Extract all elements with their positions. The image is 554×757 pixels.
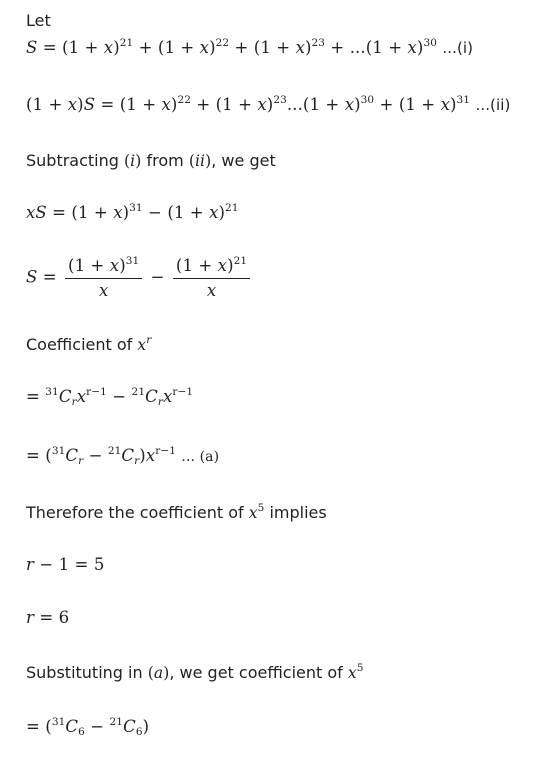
exp-31: 31 [129, 202, 143, 215]
implies-word: implies [269, 503, 327, 522]
equation-binomial-diff: = $^{31}C_rx^{r-1} - ^{21}C_rx^{r-1}$ [26, 386, 194, 409]
exp-5: 5 [257, 502, 265, 515]
tag-ii: ...(ii) [475, 96, 511, 114]
exp-21: 21 [233, 255, 248, 268]
exp-r-minus-1: r−1 [155, 445, 177, 458]
equation-final: = $(^{31}C_6 - ^{21}C_6)$ [26, 716, 150, 739]
therefore-line: Therefore the coefficient of $x^5$ implies [26, 502, 327, 522]
equation-r-equals: r = 6 [26, 608, 70, 627]
exp-31: 31 [456, 94, 471, 107]
exp-30: 30 [423, 37, 437, 50]
binom-upper-31: 31 [45, 386, 59, 399]
exp-r-minus-1: r−1 [172, 386, 194, 399]
subtracting-line: Subtracting (i) from (ii), we get [26, 151, 276, 170]
exp-21: 21 [119, 37, 134, 50]
binom-upper-21: 21 [109, 716, 124, 729]
exp-22: 22 [177, 94, 191, 107]
equation-ii: $(1 + x)S = (1 + x)^{22} + (1 + x)^{23}...(1 + x)^{30} + (1 + x)^{31}$ ...(ii) [26, 94, 511, 114]
we-get-word: , we get [211, 151, 276, 170]
exp-22: 22 [215, 37, 230, 50]
binom-lower-6: 6 [135, 726, 143, 739]
coefficient-xr-line: Coefficient of $x^r$ [26, 334, 152, 354]
binom-upper-31: 31 [51, 716, 66, 729]
binom-lower-6: 6 [78, 726, 85, 739]
substituting-line: Substituting in (a), we get coefficient of $x^5$ [26, 662, 364, 682]
equation-s-fraction: S = $\frac{(1 + x)^{31}}{x}$ − $\frac{(1 + x)^{21}}{x}$ [26, 256, 253, 300]
equation-i: $S = (1 + x)^{21} + (1 + x)^{22} + (1 + x)^{23} + ...(1 + x)^{30}$ ...(i) [26, 37, 474, 57]
exp-21: 21 [225, 202, 239, 215]
substituting-word: Substituting in [26, 663, 143, 682]
let-text: Let [26, 11, 51, 30]
exp-r-minus-1: r−1 [86, 386, 107, 399]
equation-r-minus-1: r − 1 = 5 [26, 555, 105, 574]
coefficient-of-word: Coefficient of [26, 335, 133, 354]
tag-a: ... (a) [181, 449, 220, 465]
fraction-31: $\frac{(1 + x)^{31}}{x}$ [65, 256, 142, 300]
exp-31: 31 [125, 255, 140, 268]
exp-5: 5 [356, 662, 364, 675]
value-six: 6 [58, 608, 70, 627]
fraction-21: $\frac{(1 + x)^{21}}{x}$ [173, 256, 250, 300]
exp-23: 23 [273, 94, 287, 107]
subtracting-word: Subtracting [26, 151, 119, 170]
from-word: from [146, 151, 184, 170]
binom-upper-31: 31 [51, 445, 66, 458]
let-label [26, 11, 51, 30]
value-five: 5 [93, 555, 105, 574]
equation-a: = $(^{31}C_r - ^{21}C_r)x^{r-1}$ ... (a) [26, 445, 220, 468]
tag-i: ...(i) [442, 39, 474, 57]
therefore-word: Therefore the coefficient of [26, 503, 244, 522]
we-get-coeff-word: , we get coefficient of [169, 663, 343, 682]
exp-30: 30 [360, 94, 375, 107]
binom-upper-21: 21 [107, 445, 122, 458]
binom-upper-21: 21 [131, 386, 146, 399]
exp-23: 23 [311, 37, 326, 50]
equation-xs: xS = $(1 + x)^{31} - (1 + x)^{21}$ [26, 202, 239, 222]
